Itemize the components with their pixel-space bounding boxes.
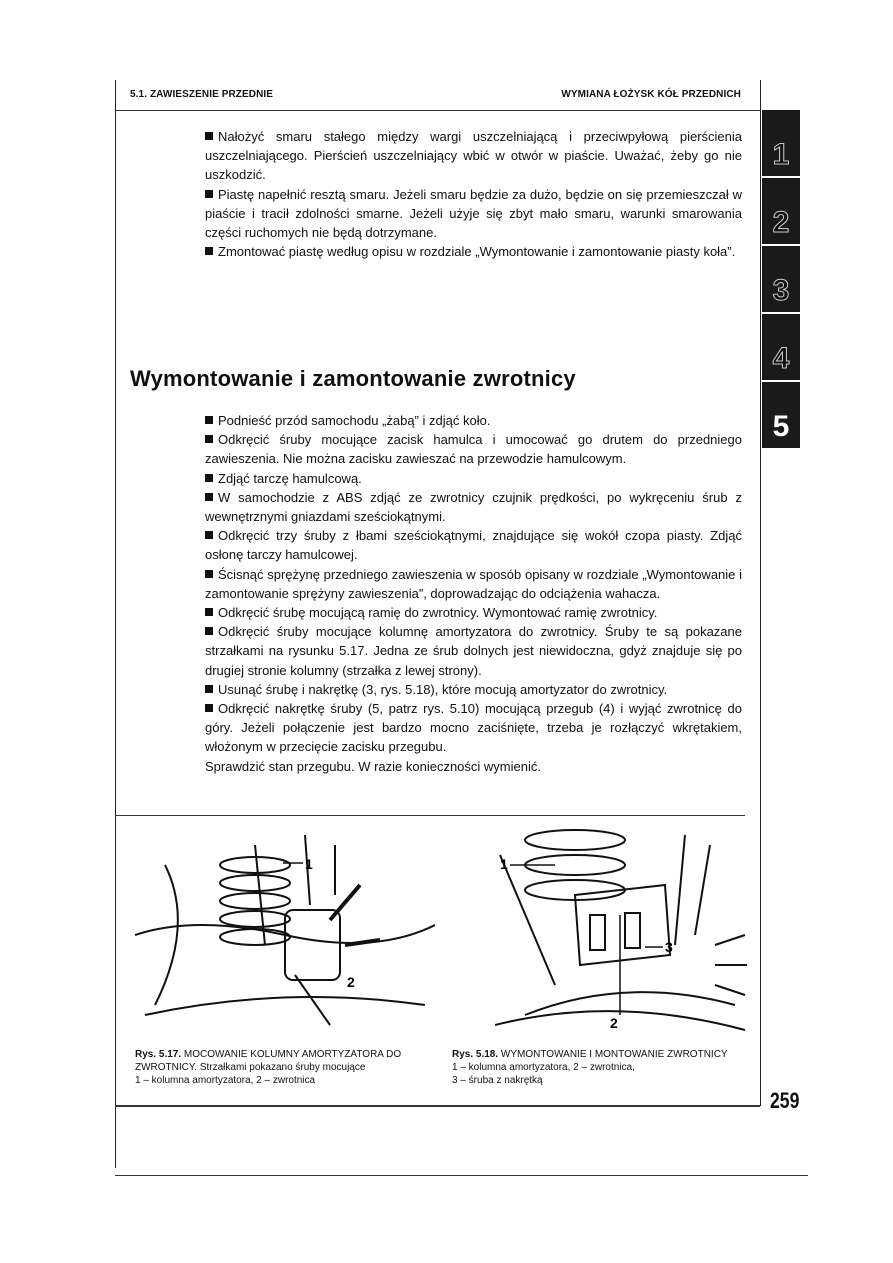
list-item: W samochodzie z ABS zdjąć ze zwrotnicy czujnik prędkości, po wykręceniu śrub z wewnętrznymi gniazdami sześciokątnymi.: [205, 489, 742, 525]
chapter-tab-1: 1: [762, 110, 800, 176]
list-item: Odkręcić nakrętkę śruby (5, patrz rys. 5.10) mocującą przegub (4) i wyjąć zwrotnicę do góry. Jeżeli połączenie jest bardzo mocno zaciśnięte, trzeba je rozłączyć wkrętakiem, włożonym w przecięcie zacisku przegubu.: [205, 701, 742, 755]
bullet-icon: [205, 685, 213, 693]
bullet-icon: [205, 531, 213, 539]
label-2: 2: [347, 974, 355, 990]
chapter-tab-5: 5: [762, 382, 800, 448]
list-item: Zmontować piastę według opisu w rozdziale „Wymontowanie i zamontowanie piasty koła”.: [205, 242, 742, 261]
coil-spring: [220, 857, 290, 945]
label-3: 3: [665, 939, 673, 955]
list-item: Nałożyć smaru stałego między wargi uszczelniającą i przeciwpyłową pierścienia uszczelniającego. Pierścień uszczelniający wbić w otwór w piaście. Uważać, żeby go nie uszkodzić.: [205, 129, 742, 183]
bullet-icon: [205, 608, 213, 616]
bullet-icon: [205, 435, 213, 443]
left-margin-line: [115, 80, 116, 1168]
running-header-right: WYMIANA ŁOŻYSK KÓŁ PRZEDNICH: [561, 89, 741, 100]
figure-5-17: [135, 825, 435, 1040]
bullet-icon: [205, 132, 213, 140]
list-item: Odkręcić śruby mocujące kolumnę amortyzatora do zwrotnicy. Śruby te są pokazane strzałkami na rysunku 5.17. Jedna ze śrub dolnych jest niewidoczna, gdyż znajduje się po drugiej stronie kolumny (strzałka z lewej strony).: [205, 624, 742, 678]
bullet-icon: [205, 247, 213, 255]
bullet-icon: [205, 416, 213, 424]
figure-5-18-caption: Rys. 5.18. WYMONTOWANIE I MONTOWANIE ZWROTNICY 1 – kolumna amortyzatora, 2 – zwrotnica, 3 – śruba z nakrętką: [452, 1049, 728, 1086]
list-item: Odkręcić trzy śruby z łbami sześciokątnymi, znajdujące się wokół czopa piasty. Zdjąć osłonę tarczy hamulcowej.: [205, 528, 742, 563]
figure-bottom-rule: [115, 1105, 760, 1107]
list-item: Piastę napełnić resztą smaru. Jeżeli smaru będzie za dużo, będzie on się przemieszczał w piaście i tracił zdolności smarne. Jeżeli użyje się zbyt mało smaru, warunki smarowania części ruchomych nie będą dotrzymane.: [205, 186, 742, 241]
list-item: Odkręcić śruby mocujące zacisk hamulca i umocować go drutem do przedniego zawieszenia. Nie można zacisku zawieszać na przewodzie hamulcowym.: [205, 432, 742, 467]
label-2: 2: [610, 1015, 618, 1031]
bullet-icon: [205, 190, 213, 198]
bullet-icon: [205, 474, 213, 482]
running-header-left: 5.1. ZAWIESZENIE PRZEDNIE: [130, 89, 274, 100]
chapter-tab-4: 4: [762, 314, 800, 380]
bullet-icon: [205, 570, 213, 578]
page-number: 259: [770, 1088, 800, 1113]
right-margin-line: [760, 80, 761, 1106]
section-text: [205, 411, 742, 776]
bullet-icon: [205, 704, 213, 712]
chapter-tabs: [762, 110, 800, 450]
chapter-tab-2: 2: [762, 178, 800, 244]
figure-5-18: [495, 825, 750, 1040]
figure-top-rule: [115, 815, 745, 816]
list-item: Odkręcić śrubę mocującą ramię do zwrotnicy. Wymontować ramię zwrotnicy.: [205, 603, 742, 622]
arrow: [330, 885, 380, 945]
section-heading: Wymontowanie i zamontowanie zwrotnicy: [130, 366, 576, 391]
header-rule: [115, 110, 760, 111]
list-item: Usunąć śrubę i nakrętkę (3, rys. 5.18), które mocują amortyzator do zwrotnicy.: [205, 680, 742, 699]
closing-text: Sprawdzić stan przegubu. W razie konieczności wymienić.: [205, 758, 541, 774]
chapter-tab-3: 3: [762, 246, 800, 312]
bullet-icon: [205, 627, 213, 635]
label-1: 1: [305, 856, 313, 872]
list-item: Podnieść przód samochodu „żabą” i zdjąć koło.: [205, 411, 742, 430]
label-1: 1: [500, 856, 508, 872]
bullet-icon: [205, 493, 213, 501]
list-item: Ścisnąć sprężynę przedniego zawieszenia w sposób opisany w rozdziale „Wymontowanie i zamontowanie sprężyny zawieszenia”, doprowadzając do odciążenia wahacza.: [205, 566, 742, 601]
list-item: Zdjąć tarczę hamulcową.: [205, 469, 742, 488]
page-bottom-rule: [115, 1175, 808, 1176]
intro-text: [205, 127, 742, 261]
figure-5-17-caption: Rys. 5.17. MOCOWANIE KOLUMNY AMORTYZATORA DO ZWROTNICY. Strzałkami pokazano śruby mocujące 1 – kolumna amortyzatora, 2 – zwrotnica: [135, 1049, 402, 1086]
